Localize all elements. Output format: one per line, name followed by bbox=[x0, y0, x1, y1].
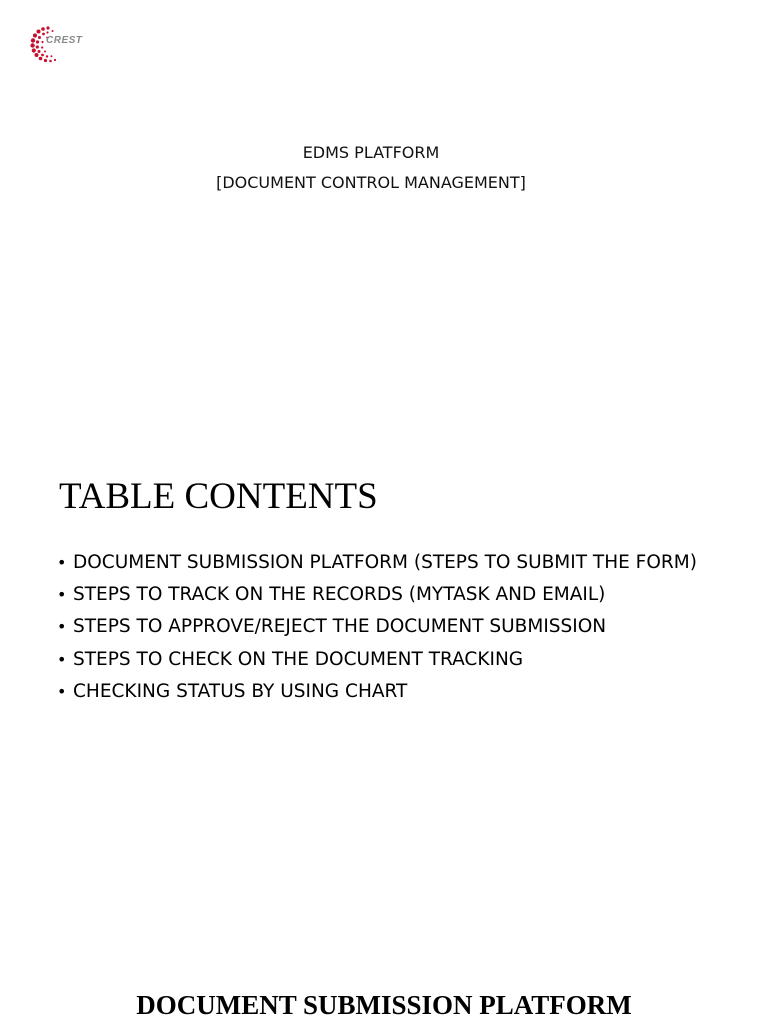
logo-text: CREST bbox=[46, 35, 83, 46]
bullet-icon: • bbox=[57, 617, 67, 637]
document-title bbox=[0, 138, 742, 198]
toc-item-label: STEPS TO CHECK ON THE DOCUMENT TRACKING bbox=[73, 648, 524, 670]
bullet-icon: • bbox=[57, 553, 67, 572]
toc-item bbox=[57, 611, 697, 643]
toc-item bbox=[57, 579, 697, 611]
toc-item bbox=[57, 644, 697, 676]
toc-item-label: CHECKING STATUS BY USING CHART bbox=[73, 680, 408, 702]
toc-item bbox=[57, 676, 697, 708]
section-heading: DOCUMENT SUBMISSION PLATFORM bbox=[136, 990, 632, 1020]
toc-item-label: STEPS TO APPROVE/REJECT THE DOCUMENT SUBMISSION bbox=[73, 616, 607, 638]
crest-logo bbox=[28, 22, 100, 66]
document-title-line-2: [DOCUMENT CONTROL MANAGEMENT] bbox=[216, 173, 526, 192]
toc-list bbox=[57, 547, 697, 708]
toc-item bbox=[57, 547, 697, 579]
document-title-line-1: EDMS PLATFORM bbox=[302, 143, 440, 162]
bullet-icon: • bbox=[57, 585, 67, 605]
toc-heading: TABLE CONTENTS bbox=[59, 476, 378, 517]
bullet-icon: • bbox=[57, 681, 67, 701]
bullet-icon: • bbox=[57, 649, 67, 669]
toc-item-label: DOCUMENT SUBMISSION PLATFORM (STEPS TO SUBMIT THE FORM) bbox=[73, 552, 697, 573]
toc-item-label: STEPS TO TRACK ON THE RECORDS (MYTASK AND EMAIL) bbox=[73, 584, 606, 606]
